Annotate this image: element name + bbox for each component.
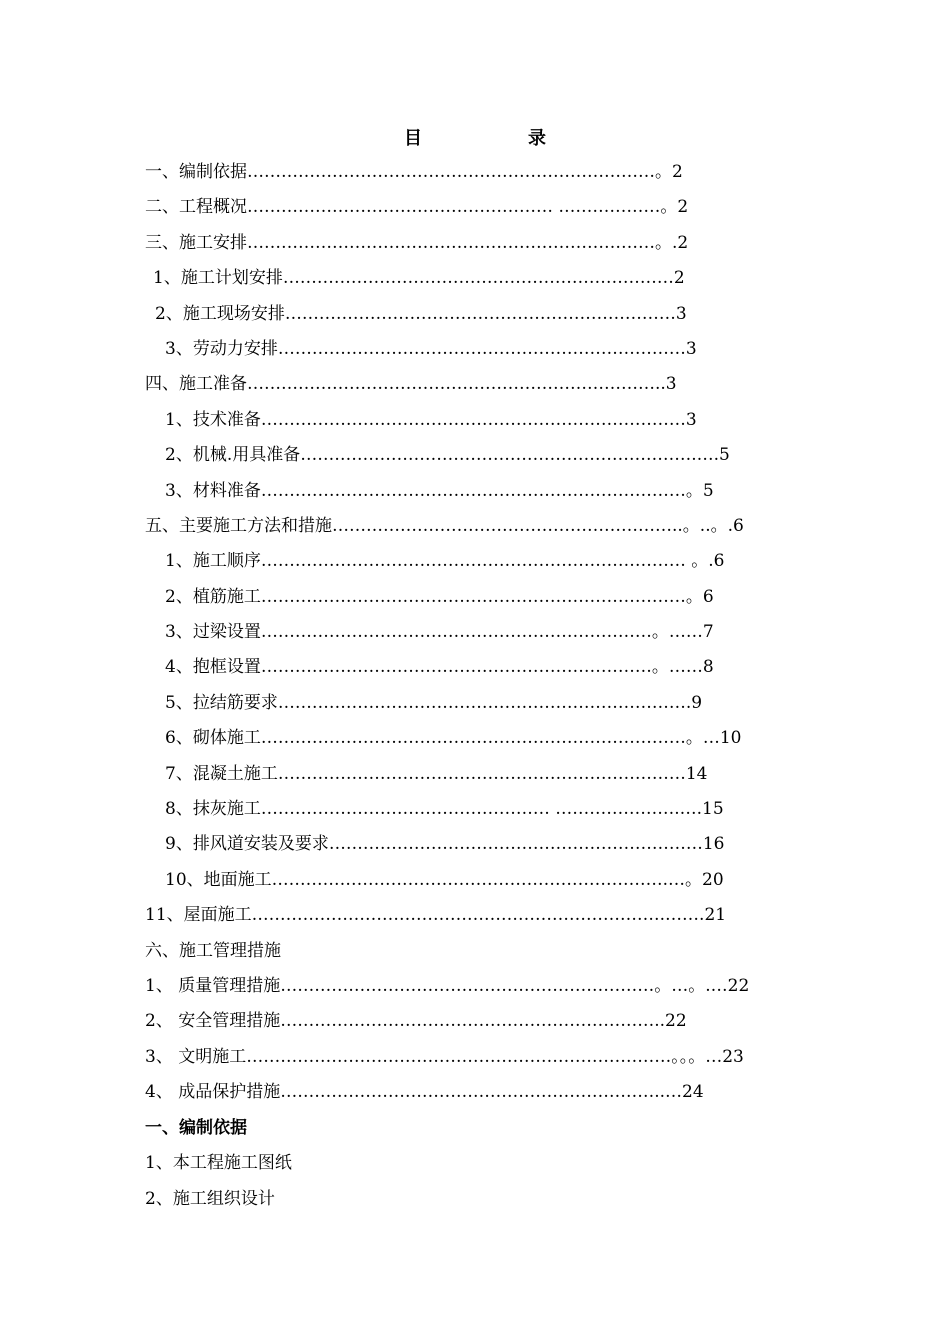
toc-entry: 2、 安全管理措施…………………………………………………………..22: [145, 1011, 687, 1032]
toc-entry: 四、施工准备………………………………………………………………..3: [145, 374, 677, 395]
toc-entry: 1、技术准备…………………………………………………………………3: [165, 409, 697, 430]
toc-entry: 1、施工计划安排……………………………………………………………2: [153, 268, 685, 289]
toc-entry: 7、混凝土施工………………………………………………………………14: [165, 763, 708, 784]
toc-entry: 二、工程概况……………………………………………… ………………。2: [145, 197, 689, 218]
toc-entry: 六、施工管理措施: [145, 940, 281, 961]
toc-entry: 一、编制依据………………………………………………………………。2: [145, 162, 683, 182]
toc-entry: 五、主要施工方法和措施……………………………………………………..。..。.6: [145, 515, 744, 536]
toc-entry: 9、排风道安装及要求…………………………………………………………16: [165, 834, 725, 855]
toc-entry: 3、 文明施工…………………………………………………………………。。。…23: [145, 1046, 744, 1067]
toc-entry: 三、施工安排………………………………………………………………。.2: [145, 232, 689, 253]
section-item: 1、本工程施工图纸: [145, 1153, 292, 1174]
table-of-contents: [145, 157, 785, 1113]
toc-entry: 4、 成品保护措施…………………………………………………………..…24: [145, 1082, 704, 1103]
toc-entry: 11、屋面施工……………………………………………………………….…….21: [145, 905, 727, 926]
toc-title: 目 录: [404, 128, 590, 149]
toc-entry: 2、植筋施工…………………………………………………………………。6: [165, 586, 714, 607]
toc-entry: 3、过梁设置……………………………………………………………。……7: [165, 622, 714, 643]
section-item: 2、施工组织设计: [145, 1188, 275, 1209]
toc-entry: 3、材料准备…………………………………………………………………。5: [165, 480, 714, 501]
toc-entry: 1、 质量管理措施…………………………………………………………。…。.…22: [145, 975, 750, 996]
section-heading: 一、编制依据: [145, 1118, 247, 1138]
toc-entry: 1、施工顺序………………………………………………………………… 。.6: [165, 551, 725, 572]
document-body: [145, 1112, 825, 1218]
toc-entry: 5、拉结筋要求……………………………………………………………….9: [165, 692, 703, 713]
toc-entry: 3、劳动力安排………………………………………………………………3: [165, 338, 697, 359]
toc-entry: 10、地面施工…………………………………………………………….…。20: [165, 869, 724, 890]
toc-entry: 2、机械.用具准备…………………………………………………………….….5: [165, 445, 730, 466]
toc-entry: 6、砌体施工…………………………………………………………………。…10: [165, 728, 742, 749]
toc-entry: 4、抱框设置……………………………………………………………。……8: [165, 657, 714, 678]
toc-entry: 8、抹灰施工…………………………………………… ………………….….15: [165, 799, 724, 820]
toc-entry: 2、施工现场安排……………………………………………………………3: [155, 303, 687, 324]
